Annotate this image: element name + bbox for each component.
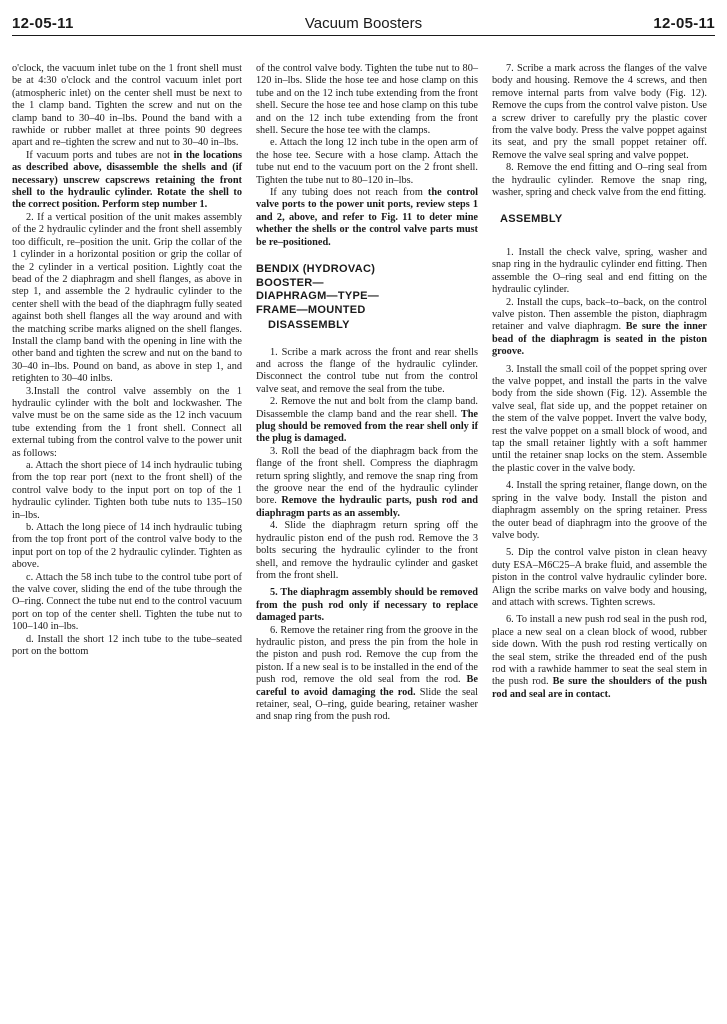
column-3 (492, 63, 707, 724)
section-heading-bendix: BENDIX (HYDROVAC) BOOSTER— DIAPHRAGM—TYPE— FRAME—MOUNTED (256, 263, 380, 316)
paragraph: If any tubing does not reach from the control valve ports to the power unit ports, review steps 1 and 2, above, and refer to Fig. 11 to deter mine whether the shells or the control valve parts must be re–positioned. (256, 187, 478, 248)
paragraph: 2. If a vertical position of the unit makes assembly of the 2 hydraulic cylinder and the front shell assembly too difficult, re–position the unit. Grip the collar of the 1 cylinder in a horizontal position or grip the collar of the 2 cylinder in a vertical position. Lightly coat the bead of the 2 diaphragm and shell flanges, as above in step 1, and assemble the 2 hydraulic cylinder to the center shell with the bead of the diaphragm fully seated against both shell flanges all the way around and with the matching scribe marks aligned on the shell flanges. Install the clamp band with the opening in line with the other band and tighten the screw and nut on the band to 30–40 in–lbs. Pound on band, as above in step 1, and retighten to 30–40 inlbs. (12, 211, 242, 385)
column-2 (256, 63, 478, 724)
caution-text: in the locations as described above, disassemble the shells and (if necessary) unscrew capscrews retaining the front shell to the hydraulic cylinder. Rotate the shell to the correct position. Perform step number 1. (12, 149, 242, 211)
caution-text: The plug should be removed from the rear shell only if the plug is damaged. (256, 408, 478, 445)
caution-text: 5. The diaphragm assembly should be removed from the push rod only if necessary to replace damaged parts. (256, 587, 478, 624)
paragraph: 4. Slide the diaphragm return spring off the hydraulic piston end of the push rod. Remove the 3 bolts securing the hydraulic cylinder to the front shell, and remove the hydraulic cylinder and gasket from the front shell. (256, 520, 478, 581)
paragraph: If vacuum ports and tubes are not in the locations as described above, disassemble the shells and (if necessary) unscrew capscrews retaining the front shell to the hydraulic cylinder. Rotate the shell to the correct position. Perform step number 1. (12, 149, 242, 211)
paragraph: 6. To install a new push rod seal in the push rod, place a new seal on a clean block of wood, rubber side down. With the push rod resting vertically on the seal stem, strike the threaded end of the push rod with a rawhide hammer to seat the seal stem in the push rod. Be sure the shoulders of the push rod and seal are in contact. (492, 614, 707, 700)
paragraph: b. Attach the long piece of 14 inch hydraulic tubing from the top front port of the control valve body to the input port on top of the 2 hydraulic cylinder. Tighten as above. (12, 522, 242, 571)
text-columns (12, 63, 715, 724)
paragraph: c. Attach the 58 inch tube to the control tube port of the valve cover, sliding the end of the tube through the O–ring. Connect the tube nut end to the control vacuum port on top of the center shell. Tighten the tube nut to 100–140 in–lbs. (12, 571, 242, 633)
paragraph: 2. Remove the nut and bolt from the clamp band. Disassemble the clamp band and the rear shell. The plug should be removed from the rear shell only if the plug is damaged. (256, 396, 478, 445)
paragraph: of the control valve body. Tighten the tube nut to 80–120 in–lbs. Slide the hose tee and hose clamp on this tube and on the 12 inch tube extending from the front shell. Secure the hose tee and hose clamp on this tube and on the 12 inch tube extending from the front shell. Secure the hose tee with the clamps. (256, 63, 478, 137)
column-1 (12, 63, 242, 724)
caution-text: Be sure the shoulders of the push rod and seal are in contact. (492, 676, 707, 700)
paragraph: 3.Install the control valve assembly on the 1 hydraulic cylinder with the bolt and lockwasher. The valve must be on the same side as the 12 inch vacuum tube extending from the 1 front shell. Connect all external tubing from the control valve to the power unit as follows: (12, 385, 242, 459)
paragraph: 2. Install the cups, back–to–back, on the control valve piston. Then assemble the piston, diaphragm retainer and valve diaphragm. Be sure the inner bead of the diaphragm is seated in the piston groove. (492, 296, 708, 358)
page-number-left: 12-05-11 (12, 15, 74, 32)
section-title: Vacuum Boosters (304, 15, 423, 32)
paragraph: d. Install the short 12 inch tube to the tube–seated port on the bottom (12, 633, 242, 658)
paragraph (256, 587, 478, 624)
subheading-disassembly: DISASSEMBLY (268, 319, 350, 332)
paragraph: 5. Dip the control valve piston in clean heavy duty ESA–M6C25–A brake fluid, and assemble the piston in the control valve hydraulic cylinder bore. Align the scribe marks on valve body and housing, and attach with screws. Tighten screws. (492, 547, 707, 608)
section-heading-assembly: ASSEMBLY (500, 213, 563, 226)
caution-text: Be careful to avoid damaging the rod. (256, 674, 478, 698)
paragraph: 4. Install the spring retainer, flange down, on the spring in the valve body. Install the piston and diaphragm assembly on the spring retainer. Press the outer bead of diaphragm into the groove of the valve body. (492, 480, 707, 541)
paragraph: 3. Roll the bead of the diaphragm back from the flange of the front shell. Compress the diaphragm return spring slightly, and remove the snap ring from the groove near the end of the hydraulic cylinder bore. Remove the hydraulic parts, push rod and diaphragm parts as an assembly. (256, 445, 479, 519)
paragraph: 8. Remove the end fitting and O–ring seal from the hydraulic cylinder. Remove the snap ring, washer, spring and check valve from the end fitting. (492, 162, 707, 199)
paragraph: 1. Install the check valve, spring, washer and snap ring in the hydraulic cylinder end fitting. Then assemble the O–ring seal and end fitting on the hydraulic cylinder. (492, 246, 707, 296)
paragraph: 6. Remove the retainer ring from the groove in the hydraulic piston, and press the pin from the hole in the piston and push rod. Remove the cup from the piston. If a new seal is to be installed in the end of the push rod, remove the old seal from the rod. Be careful to avoid damaging the rod. Slide the seal retainer, seal, O–ring, guide bearing, retainer washer and snap ring from the push rod. (256, 624, 478, 723)
page-header (12, 8, 715, 36)
caution-text: Remove the hydraulic parts, push rod and diaphragm parts as an assembly. (256, 495, 479, 519)
caution-text: the control valve ports to the power unit ports, review steps 1 and 2, above, and refer to Fig. 11 to deter mine whether the shells or the control valve parts must be re–positioned. (256, 187, 478, 248)
paragraph: e. Attach the long 12 inch tube in the open arm of the hose tee. Secure with a hose clamp. Attach the tube nut end to the vacuum port on the 2 front shell. Tighten the tube nut to 80–120 in–lbs. (256, 137, 478, 186)
paragraph: 7. Scribe a mark across the flanges of the valve body and housing. Remove the 4 screws, and then remove internal parts from valve body (Fig. 12). Remove the cups from the control valve piston. Use a screw driver to carefully pry the plastic cover from the valve body. Press the valve poppet against its seat, and pry the small poppet retainer off. Remove the valve seal spring and valve poppet. (492, 63, 707, 161)
page-number-right: 12-05-11 (653, 15, 715, 32)
caution-text: Be sure the inner bead of the diaphragm is seated in the piston groove. (492, 321, 708, 358)
paragraph: 1. Scribe a mark across the front and rear shells and across the flange of the hydraulic cylinder. Disconnect the control tube nut from the control valve seat, and remove the seal from the tube. (256, 346, 478, 395)
paragraph: a. Attach the short piece of 14 inch hydraulic tubing from the top rear port (next to the front shell) of the control valve body to the input port on top of the 1 hydraulic cylinder. Tighten both tube nuts to 135–150 in–lbs. (12, 460, 242, 521)
paragraph: 3. Install the small coil of the poppet spring over the valve poppet, and install the parts in the valve body from the side shown (Fig. 12). Assemble the valve seal, flat side up, and the poppet retainer on the stem of the valve poppet. Invert the valve body, rest the valve poppet on a small block of wood, and tap the small retainer lightly with a soft hammer until the retainer snap locks on the stem. Assemble the plastic cover in the valve body. (492, 363, 707, 474)
paragraph: o'clock, the vacuum inlet tube on the 1 front shell must be at 4:30 o'clock and the control vacuum inlet port (atmospheric inlet) on the center shell must be next to the 1 clamp band. Tighten the screw and nut on the clamp band to 30–40 in–lbs. Pound the band with a rawhide or rubber mallet at three points 90 degrees apart and re–tighten the screw and nut to 30–40 in–lbs. (12, 63, 242, 149)
